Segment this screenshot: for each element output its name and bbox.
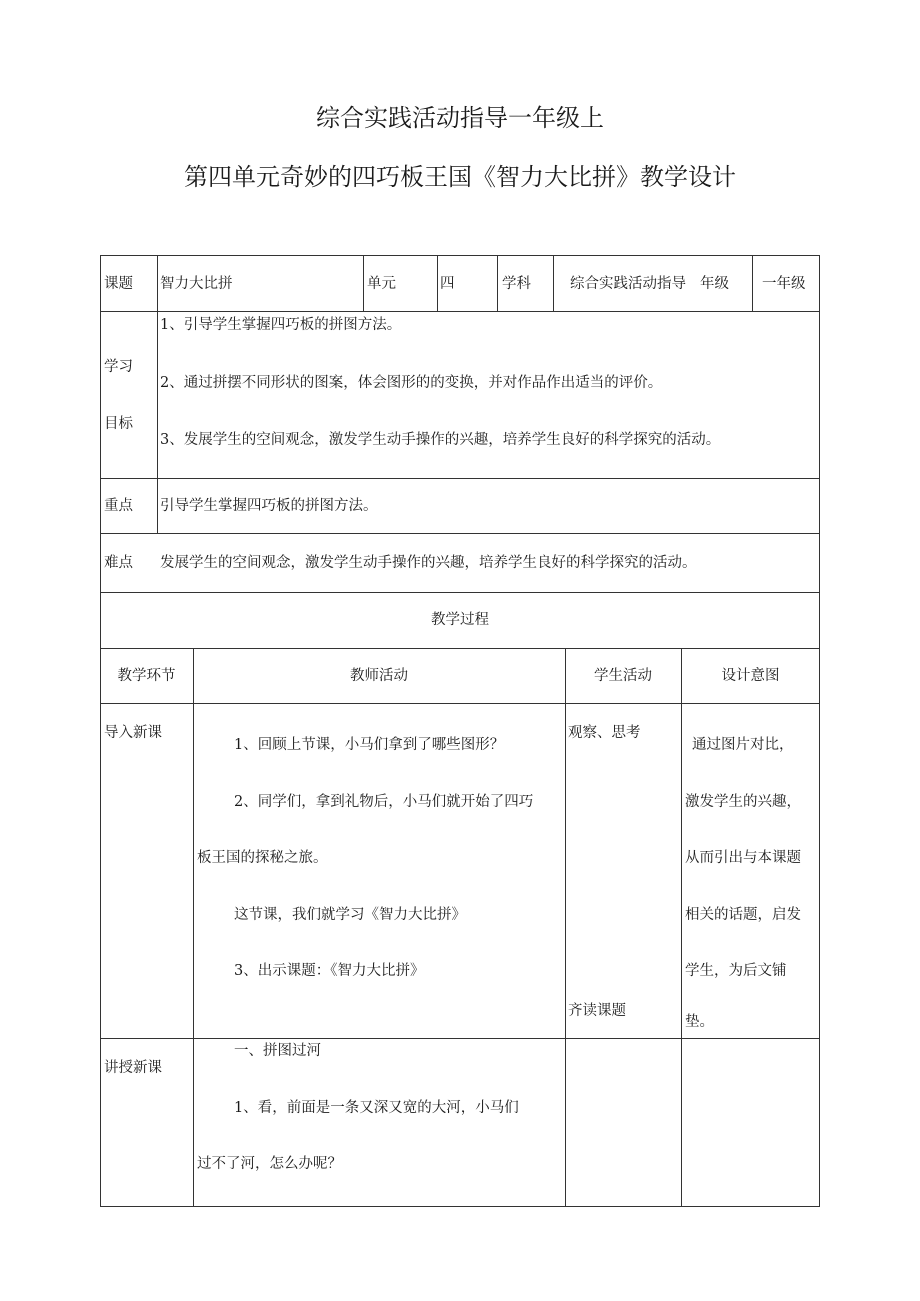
teacher-activity-line: 1、回顾上节课，小马们拿到了哪些图形？ (234, 737, 505, 753)
header-student: 学生活动 (594, 668, 652, 684)
stage-intro: 导入新课 (104, 725, 162, 741)
key-point-label: 重点 (104, 498, 133, 514)
teacher-activity-line: 一、拼图过河 (234, 1043, 321, 1059)
column-divider (681, 648, 682, 1207)
unit-label: 单元 (367, 276, 396, 292)
grade-value: 一年级 (762, 276, 806, 292)
row-divider (100, 1038, 820, 1039)
lesson-value: 智力大比拼 (160, 276, 233, 292)
teacher-activity-line: 3、出示课题：《智力大比拼》 (234, 963, 425, 979)
column-divider (193, 648, 194, 1207)
design-intent-line: 垫。 (685, 1014, 714, 1030)
objective-item: 1、引导学生掌握四巧板的拼图方法。 (160, 317, 402, 333)
subject-label: 学科 (502, 276, 531, 292)
design-intent-line: 激发学生的兴趣， (685, 794, 801, 810)
key-point-text: 引导学生掌握四巧板的拼图方法。 (160, 498, 378, 514)
objective-item: 3、发展学生的空间观念，激发学生动手操作的兴趣，培养学生良好的科学探究的活动。 (160, 432, 721, 448)
design-intent-line: 学生，为后文铺 (685, 963, 787, 979)
teacher-activity-line: 过不了河，怎么办呢？ (197, 1156, 342, 1172)
header-stage: 教学环节 (117, 668, 176, 684)
column-divider (437, 255, 438, 312)
grade-label: 年级 (700, 276, 729, 292)
column-divider (553, 255, 554, 312)
column-divider (497, 255, 498, 312)
subject-value: 综合实践活动指导 (570, 276, 686, 292)
row-divider (100, 478, 820, 479)
student-activity: 齐读课题 (568, 1003, 626, 1019)
teacher-activity-line: 板王国的探秘之旅。 (197, 850, 328, 866)
objective-item: 2、通过拼摆不同形状的图案，体会图形的的变换，并对作品作出适当的评价。 (160, 375, 663, 391)
unit-value: 四 (440, 276, 455, 292)
row-divider (100, 703, 820, 704)
document-title: 综合实践活动指导一年级上 (316, 104, 604, 132)
column-divider (157, 255, 158, 534)
column-divider (363, 255, 364, 312)
design-intent-line: 从而引出与本课题 (685, 850, 801, 866)
lesson-plan-table (100, 255, 820, 1207)
objectives-label: 学习 (104, 359, 133, 375)
teacher-activity-line: 这节课，我们就学习《智力大比拼》 (234, 907, 466, 923)
student-activity: 观察、思考 (568, 725, 641, 741)
teacher-activity-line: 2、同学们，拿到礼物后，小马们就开始了四巧 (234, 794, 534, 810)
objectives-label: 目标 (104, 416, 133, 432)
difficulty-label: 难点 (104, 555, 133, 571)
stage-lecture: 讲授新课 (104, 1060, 162, 1076)
row-divider (100, 648, 820, 649)
header-teacher: 教师活动 (350, 668, 408, 684)
teacher-activity-line: 1、看，前面是一条又深又宽的大河，小马们 (234, 1100, 519, 1116)
row-divider (100, 592, 820, 593)
header-intent: 设计意图 (721, 668, 780, 684)
difficulty-text: 发展学生的空间观念，激发学生动手操作的兴趣，培养学生良好的科学探究的活动。 (160, 555, 697, 571)
design-intent-line: 通过图片对比， (692, 737, 794, 753)
column-divider (565, 648, 566, 1207)
column-divider (752, 255, 753, 312)
row-divider (100, 311, 820, 312)
document-subtitle: 第四单元奇妙的四巧板王国《智力大比拼》教学设计 (184, 163, 736, 191)
design-intent-line: 相关的话题，启发 (685, 907, 801, 923)
lesson-label: 课题 (104, 276, 133, 292)
row-divider (100, 533, 820, 534)
process-title: 教学过程 (431, 612, 489, 628)
